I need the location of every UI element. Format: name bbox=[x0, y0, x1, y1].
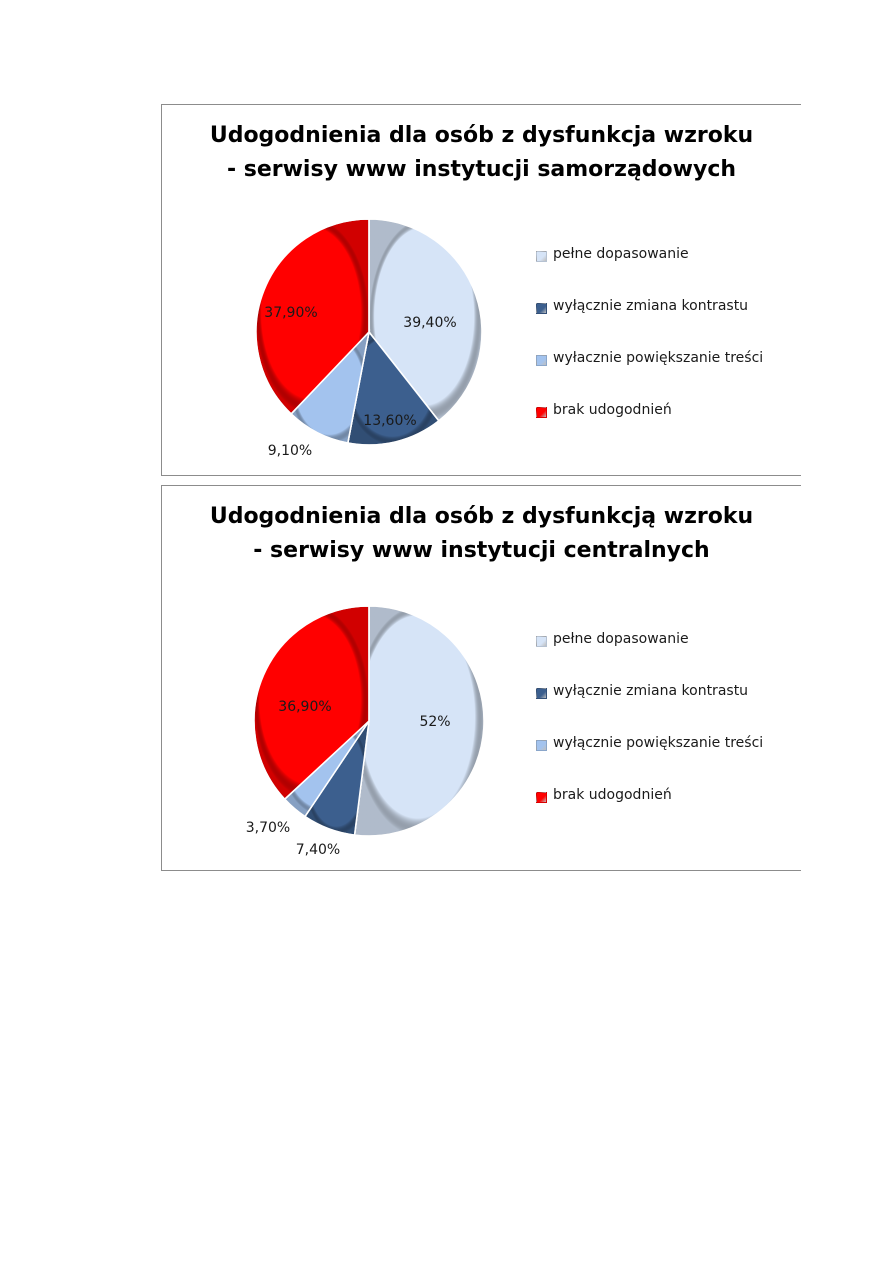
legend-swatch-brak bbox=[536, 407, 547, 418]
chart-title-line-2: - serwisy www instytucji samorządowych bbox=[226, 157, 737, 182]
legend-item-kontrast bbox=[536, 683, 763, 735]
legend-swatch-kontrast bbox=[536, 688, 547, 699]
chart-panel-centralne bbox=[161, 485, 801, 871]
data-label: 36,90% bbox=[278, 699, 332, 715]
chart-panel-samorzadowe bbox=[161, 104, 801, 476]
chart-title-line-1: Udogodnienia dla osób z dysfunkcją wzroku bbox=[209, 504, 754, 529]
data-label: 13,60% bbox=[363, 413, 417, 429]
legend-swatch-brak bbox=[536, 792, 547, 803]
legend-item-brak bbox=[536, 787, 763, 839]
data-label: 39,40% bbox=[403, 315, 457, 331]
legend-item-powiekszanie bbox=[536, 735, 763, 787]
legend-label: brak udogodnień bbox=[553, 787, 672, 803]
data-label: 37,90% bbox=[264, 305, 318, 321]
legend-swatch-powiekszanie bbox=[536, 740, 547, 751]
chart-legend bbox=[536, 246, 763, 454]
data-label: 3,70% bbox=[245, 820, 291, 836]
legend-label: wyłącznie zmiana kontrastu bbox=[553, 298, 749, 314]
legend-label: wyłącznie powiększanie treści bbox=[553, 735, 764, 751]
legend-label: pełne dopasowanie bbox=[553, 631, 689, 647]
legend-swatch-pelne bbox=[536, 251, 547, 262]
legend-label: pełne dopasowanie bbox=[553, 246, 689, 262]
legend-label: wyłacznie powiększanie treści bbox=[553, 350, 764, 366]
data-label: 7,40% bbox=[295, 842, 341, 858]
data-label: 52% bbox=[419, 714, 451, 730]
legend-label: brak udogodnień bbox=[553, 402, 672, 418]
legend-label: wyłącznie zmiana kontrastu bbox=[553, 683, 749, 699]
chart-title-line-2: - serwisy www instytucji centralnych bbox=[253, 538, 710, 563]
legend-swatch-kontrast bbox=[536, 303, 547, 314]
legend-item-brak bbox=[536, 402, 763, 454]
legend-item-kontrast bbox=[536, 298, 763, 350]
legend-item-powiekszanie bbox=[536, 350, 763, 402]
chart-title-line-1: Udogodnienia dla osób z dysfunkcja wzroku bbox=[209, 123, 754, 148]
legend-item-pelne bbox=[536, 246, 763, 298]
legend-swatch-pelne bbox=[536, 636, 547, 647]
legend-item-pelne bbox=[536, 631, 763, 683]
legend-swatch-powiekszanie bbox=[536, 355, 547, 366]
data-label: 9,10% bbox=[267, 443, 313, 459]
chart-legend bbox=[536, 631, 763, 839]
